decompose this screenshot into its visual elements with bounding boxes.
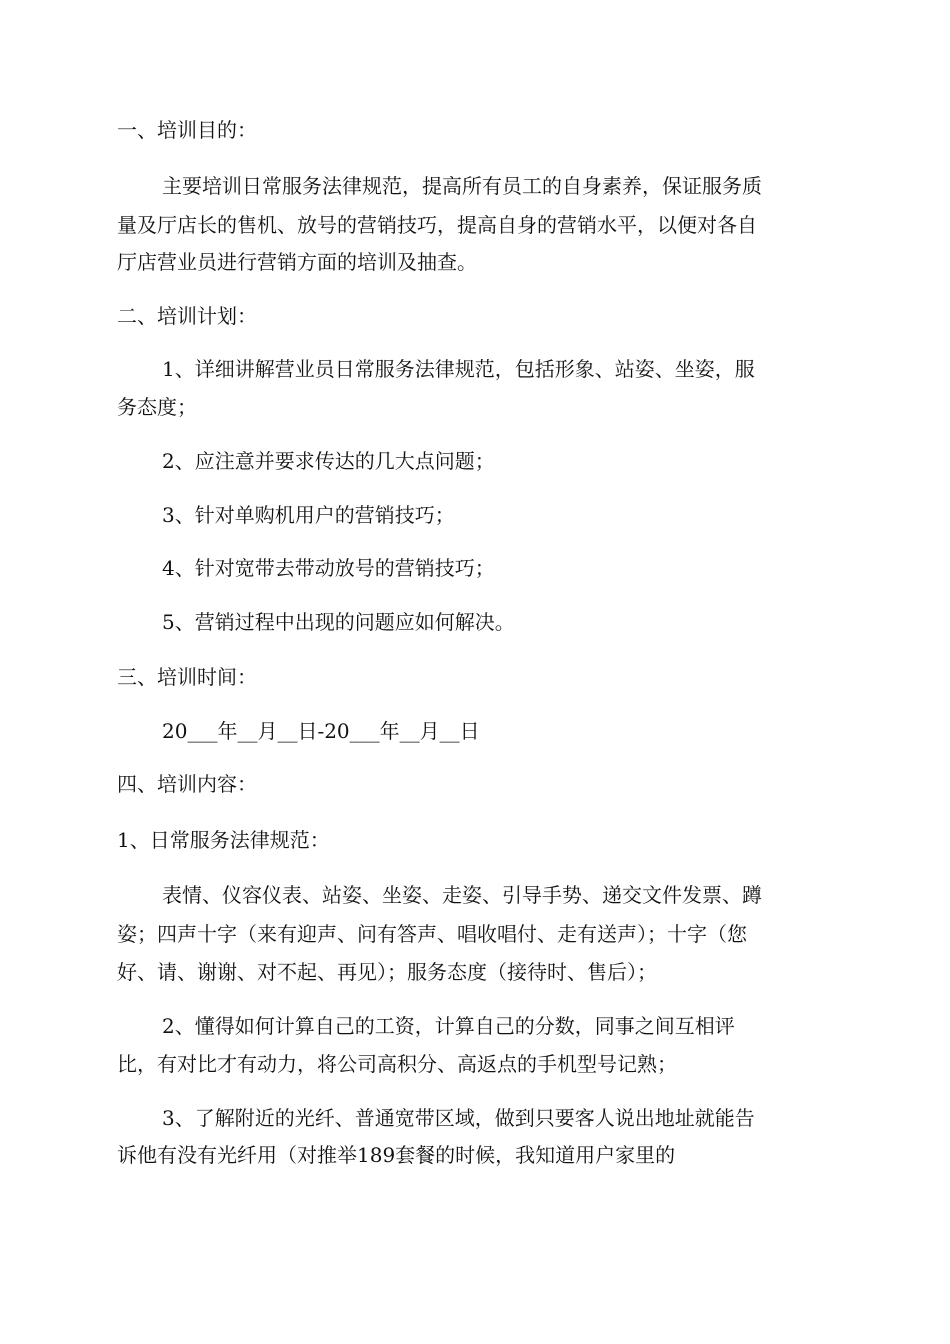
plan-item-4: 4、针对宽带去带动放号的营销技巧； <box>162 556 495 580</box>
content-para-1-line-2: 姿；四声十字（来有迎声、问有答声、唱收唱付、走有送声）；十字（您 <box>117 922 747 946</box>
section-3-heading: 三、培训时间： <box>117 665 257 689</box>
content-para-2-line-1: 2、懂得如何计算自己的工资，计算自己的分数，同事之间互相评 <box>162 1014 735 1038</box>
section-1-heading: 一、培训目的： <box>117 118 257 142</box>
training-date: 20___年__月__日-20___年__月__日 <box>162 719 480 743</box>
section-1-paragraph-line-3: 厅店营业员进行营销方面的培训及抽查。 <box>117 250 477 274</box>
plan-item-2: 2、应注意并要求传达的几大点问题； <box>162 449 495 473</box>
content-subheading-1: 1、日常服务法律规范： <box>117 828 330 852</box>
plan-item-5: 5、营销过程中出现的问题应如何解决。 <box>162 610 515 634</box>
section-4-heading: 四、培训内容： <box>117 772 257 796</box>
plan-item-1-line-1: 1、详细讲解营业员日常服务法律规范，包括形象、站姿、坐姿，服 <box>162 357 755 381</box>
plan-item-3: 3、针对单购机用户的营销技巧； <box>162 503 455 527</box>
section-1-paragraph-line-1: 主要培训日常服务法律规范，提高所有员工的自身素养，保证服务质 <box>162 174 762 198</box>
section-1-paragraph-line-2: 量及厅店长的售机、放号的营销技巧，提高自身的营销水平，以便对各自 <box>117 213 757 237</box>
content-para-1-line-3: 好、请、谢谢、对不起、再见）；服务态度（接待时、售后）； <box>117 960 657 984</box>
content-para-3-line-1: 3、了解附近的光纤、普通宽带区域，做到只要客人说出地址就能告 <box>162 1106 755 1130</box>
section-2-heading: 二、培训计划： <box>117 304 257 328</box>
content-para-1-line-1: 表情、仪容仪表、站姿、坐姿、走姿、引导手势、递交文件发票、蹲 <box>162 883 762 907</box>
content-para-2-line-2: 比，有对比才有动力，将公司高积分、高返点的手机型号记熟； <box>117 1052 677 1076</box>
content-para-3-line-2: 诉他有没有光纤用（对推举189套餐的时候，我知道用户家里的 <box>117 1143 676 1167</box>
plan-item-1-line-2: 务态度； <box>117 395 197 419</box>
